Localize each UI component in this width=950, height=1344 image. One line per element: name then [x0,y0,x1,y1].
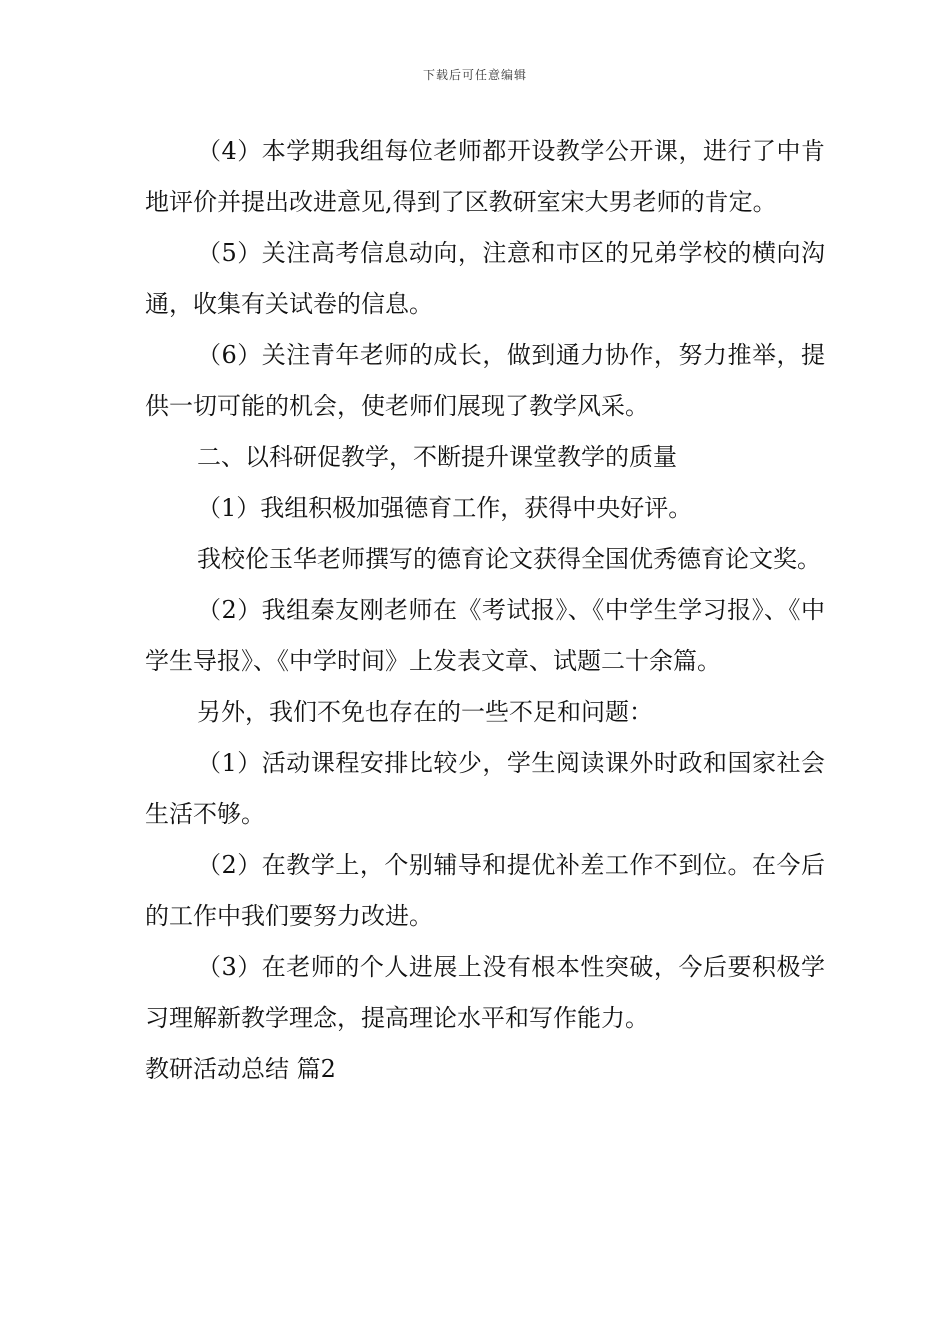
paragraph-research-1: （1）我组积极加强德育工作，获得中央好评。 [197,494,693,522]
paragraph-item-5: （5）关注高考信息动向，注意和市区的兄弟学校的横向沟通，收集有关试卷的信息。 [145,239,825,318]
section-title: 教研活动总结 篇2 [145,1055,336,1083]
paragraph-award: 我校伦玉华老师撰写的德育论文获得全国优秀德育论文奖。 [197,545,821,573]
paragraph-item-6: （6）关注青年老师的成长，做到通力协作，努力推举，提供一切可能的机会，使老师们展现了教学风采。 [145,341,825,420]
paragraph-shortcomings-intro: 另外，我们不免也存在的一些不足和问题： [197,698,653,726]
section-heading-research: 二、以科研促教学，不断提升课堂教学的质量 [197,443,677,471]
page-header-note: 下载后可任意编辑 [422,68,527,82]
paragraph-shortcoming-2: （2）在教学上，个别辅导和提优补差工作不到位。在今后的工作中我们要努力改进。 [145,851,825,930]
paragraph-item-4: （4）本学期我组每位老师都开设教学公开课，进行了中肯地评价并提出改进意见,得到了区教研室宋大男老师的肯定。 [145,137,825,216]
paragraph-shortcoming-1: （1）活动课程安排比较少，学生阅读课外时政和国家社会生活不够。 [145,749,825,828]
paragraph-research-2: （2）我组秦友刚老师在《考试报》、《中学生学习报》、《中学生导报》、《中学时间》上发表文章、试题二十余篇。 [145,596,825,675]
document-body [145,126,825,1095]
paragraph-shortcoming-3: （3）在老师的个人进展上没有根本性突破，今后要积极学习理解新教学理念，提高理论水平和写作能力。 [145,953,825,1032]
